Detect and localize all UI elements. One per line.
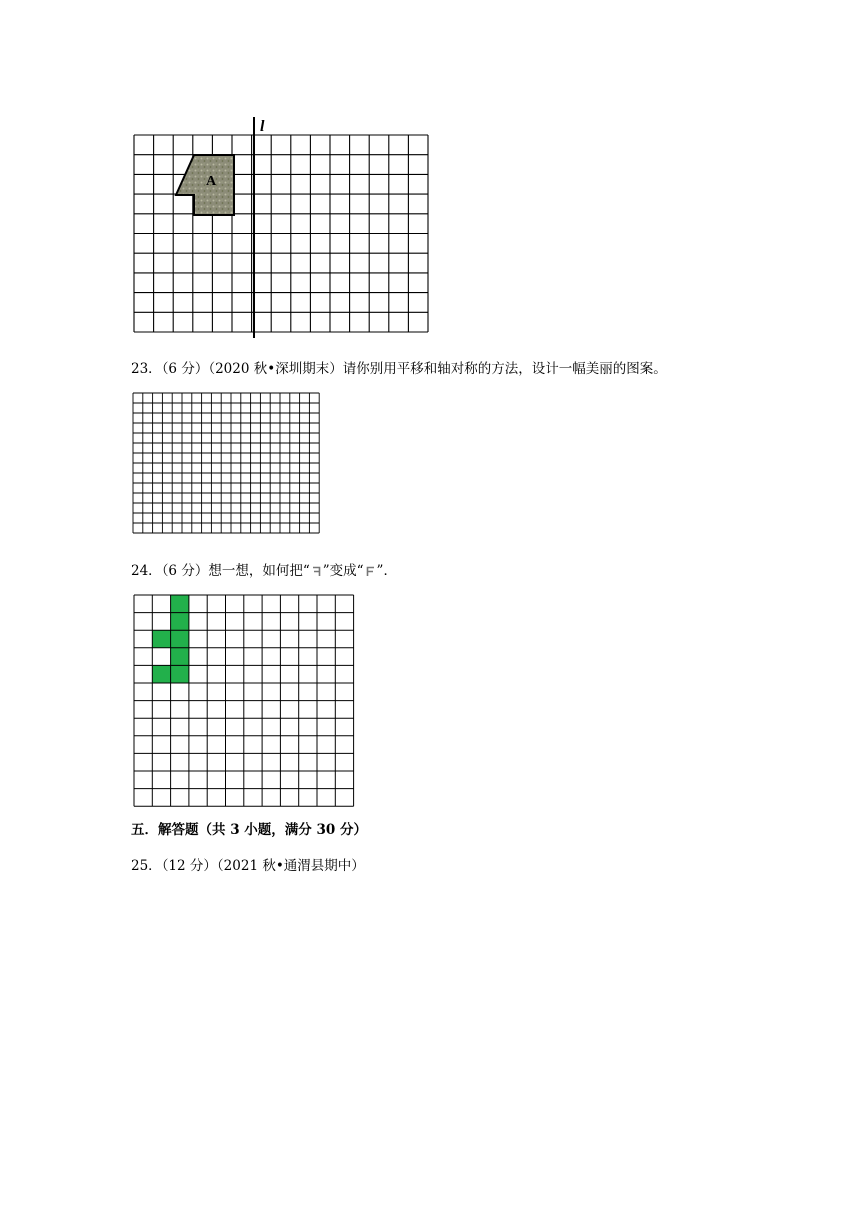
q22-grid-figure [128, 115, 438, 340]
green-cell [171, 630, 189, 648]
q25-source: （2021 秋•通渭县期中） [216, 858, 365, 874]
green-cell [171, 595, 189, 613]
q24-grid-figure [133, 594, 358, 809]
q24-text-after: ”． [376, 563, 397, 579]
q23-text [131, 361, 667, 377]
green-cell [152, 665, 170, 683]
q23-source: （2020 秋•深圳期末） [208, 361, 343, 377]
q25-number: 25． [131, 858, 162, 874]
green-cell [171, 665, 189, 683]
axis-label-l: l [260, 118, 265, 135]
q25-text [131, 858, 365, 874]
f-glyph-icon [366, 566, 375, 577]
shape-a [176, 155, 234, 215]
green-cell [152, 630, 170, 648]
green-cell [171, 648, 189, 666]
q23-number: 23． [131, 361, 162, 377]
q24-score: （6 分） [161, 563, 209, 579]
q24-text [131, 563, 397, 579]
q24-text-before: 想一想，如何把“ [208, 563, 310, 579]
green-cell [171, 613, 189, 631]
q25-score: （12 分） [161, 858, 217, 874]
reversed-f-glyph-icon [312, 566, 321, 577]
shape-a-label: A [206, 174, 217, 189]
q23-blank-grid [132, 392, 322, 535]
q24-number: 24． [131, 563, 162, 579]
q24-text-middle: ”变成“ [322, 563, 364, 579]
section-5-heading: 五．解答题（共 3 小题，满分 30 分） [131, 822, 367, 838]
q23-score: （6 分） [161, 361, 209, 377]
q23-question: 请你别用平移和轴对称的方法，设计一幅美丽的图案。 [342, 361, 667, 377]
